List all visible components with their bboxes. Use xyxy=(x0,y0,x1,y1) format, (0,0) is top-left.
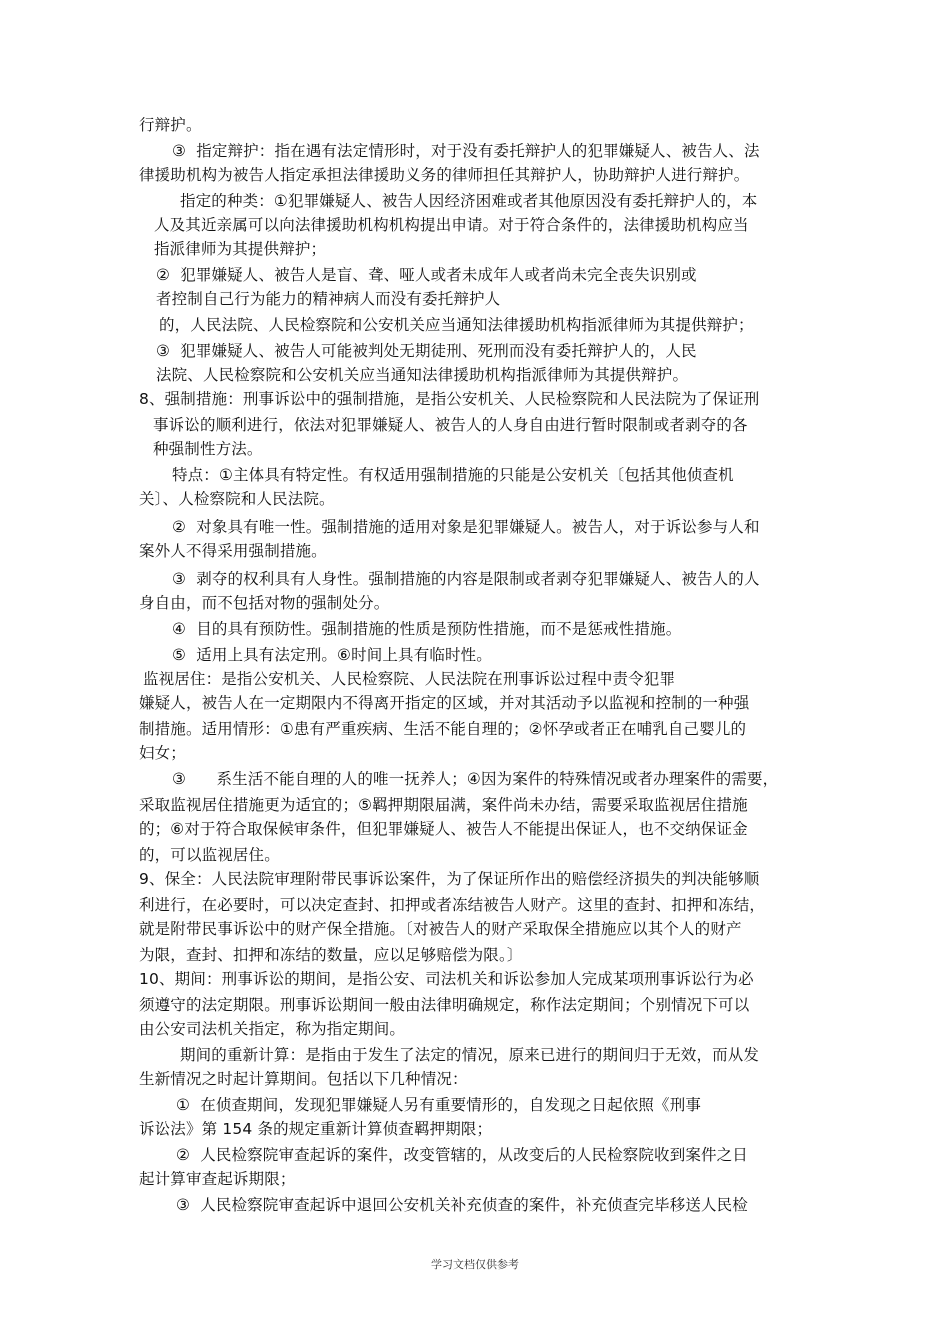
text-line: 种强制性方法。 xyxy=(153,440,263,458)
text-line: 就是附带民事诉讼中的财产保全措施。〔对被告人的财产采取保全措施应以其个人的财产 xyxy=(139,920,742,938)
text-line: ② 犯罪嫌疑人、被告人是盲、聋、哑人或者未成年人或者尚未完全丧失识别或 xyxy=(156,266,697,284)
text-line: 采取监视居住措施更为适宜的；⑤羁押期限届满，案件尚未办结，需要采取监视居住措施 xyxy=(139,796,748,814)
text-line: 的，可以监视居住。 xyxy=(139,846,280,864)
text-line: 行辩护。 xyxy=(139,116,202,134)
text-line: ③ 剥夺的权利具有人身性。强制措施的内容是限制或者剥夺犯罪嫌疑人、被告人的人 xyxy=(172,570,760,588)
text-line: 案外人不得采用强制措施。 xyxy=(139,542,327,560)
text-line: 起计算审查起诉期限； xyxy=(139,1170,296,1188)
text-line: 法院、人民检察院和公安机关应当通知法律援助机构指派律师为其提供辩护。 xyxy=(156,366,689,384)
text-line: 监视居住：是指公安机关、人民检察院、人民法院在刑事诉讼过程中责令犯罪 xyxy=(143,670,676,688)
text-line: 事诉讼的顺利进行，依法对犯罪嫌疑人、被告人的人身自由进行暂时限制或者剥夺的各 xyxy=(153,416,748,434)
text-line: 的；⑥对于符合取保候审条件，但犯罪嫌疑人、被告人不能提出保证人，也不交纳保证金 xyxy=(139,820,748,838)
text-line: 人及其近亲属可以向法律援助机构机构提出申请。对于符合条件的，法律援助机构应当 xyxy=(154,216,749,234)
text-line: 利进行，在必要时，可以决定查封、扣押或者冻结被告人财产。这里的查封、扣押和冻结， xyxy=(139,896,766,914)
text-line: 身自由，而不包括对物的强制处分。 xyxy=(139,594,390,612)
page-footer: 学习文档仅供参考 xyxy=(431,1258,519,1271)
text-line: ⑤ 适用上具有法定刑。⑥时间上具有临时性。 xyxy=(172,646,492,664)
text-line: ③ 指定辩护：指在遇有法定情形时，对于没有委托辩护人的犯罪嫌疑人、被告人、法 xyxy=(172,142,760,160)
text-line: 的，人民法院、人民检察院和公安机关应当通知法律援助机构指派律师为其提供辩护； xyxy=(159,316,754,334)
text-line: 妇女； xyxy=(139,744,186,762)
text-line: 者控制自己行为能力的精神病人而没有委托辩护人 xyxy=(156,290,501,308)
text-line: ① 在侦查期间，发现犯罪嫌疑人另有重要情形的，自发现之日起依照《刑事 xyxy=(176,1096,702,1114)
text-line: ③ 系生活不能自理的人的唯一抚养人；④因为案件的特殊情况或者办理案件的需要， xyxy=(172,770,779,788)
text-line: ③ 犯罪嫌疑人、被告人可能被判处无期徒刑、死刑而没有委托辩护人的，人民 xyxy=(156,342,697,360)
text-line: 9、保全：人民法院审理附带民事诉讼案件，为了保证所作出的赔偿经济损失的判决能够顺 xyxy=(139,870,760,888)
text-line: 8、强制措施：刑事诉讼中的强制措施，是指公安机关、人民检察院和人民法院为了保证刑 xyxy=(139,390,760,408)
text-line: ② 对象具有唯一性。强制措施的适用对象是犯罪嫌疑人。被告人，对于诉讼参与人和 xyxy=(172,518,760,536)
text-line: 律援助机构为被告人指定承担法律援助义务的律师担任其辩护人，协助辩护人进行辩护。 xyxy=(139,166,750,184)
text-line: 期间的重新计算：是指由于发生了法定的情况，原来已进行的期间归于无效，而从发 xyxy=(180,1046,760,1064)
text-line: 嫌疑人，被告人在一定期限内不得离开指定的区域，并对其活动予以监视和控制的一种强 xyxy=(139,694,750,712)
text-line: 须遵守的法定期限。刑事诉讼期间一般由法律明确规定，称作法定期间；个别情况下可以 xyxy=(139,996,750,1014)
text-line: 指定的种类：①犯罪嫌疑人、被告人因经济困难或者其他原因没有委托辩护人的，本 xyxy=(180,192,758,210)
text-line: 生新情况之时起计算期间。包括以下几种情况： xyxy=(139,1070,468,1088)
text-line: 关〕、人检察院和人民法院。 xyxy=(139,490,335,508)
text-line: 诉讼法》第 154 条的规定重新计算侦查羁押期限； xyxy=(139,1120,493,1138)
text-line: ③ 人民检察院审查起诉中退回公安机关补充侦查的案件，补充侦查完毕移送人民检 xyxy=(176,1196,748,1214)
text-line: ② 人民检察院审查起诉的案件，改变管辖的，从改变后的人民检察院收到案件之日 xyxy=(176,1146,748,1164)
text-line: 为限，查封、扣押和冻结的数量，应以足够赔偿为限。〕 xyxy=(139,946,523,964)
text-line: ④ 目的具有预防性。强制措施的性质是预防性措施，而不是惩戒性措施。 xyxy=(172,620,682,638)
text-line: 特点：①主体具有特定性。有权适用强制措施的只能是公安机关〔包括其他侦查机 xyxy=(172,466,734,484)
text-line: 指派律师为其提供辩护； xyxy=(154,240,327,258)
text-line: 由公安司法机关指定，称为指定期间。 xyxy=(139,1020,406,1038)
text-line: 10、期间：刑事诉讼的期间，是指公安、司法机关和诉讼参加人完成某项刑事诉讼行为必 xyxy=(139,970,754,988)
text-line: 制措施。适用情形：①患有严重疾病、生活不能自理的；②怀孕或者正在哺乳自己婴儿的 xyxy=(139,720,747,738)
